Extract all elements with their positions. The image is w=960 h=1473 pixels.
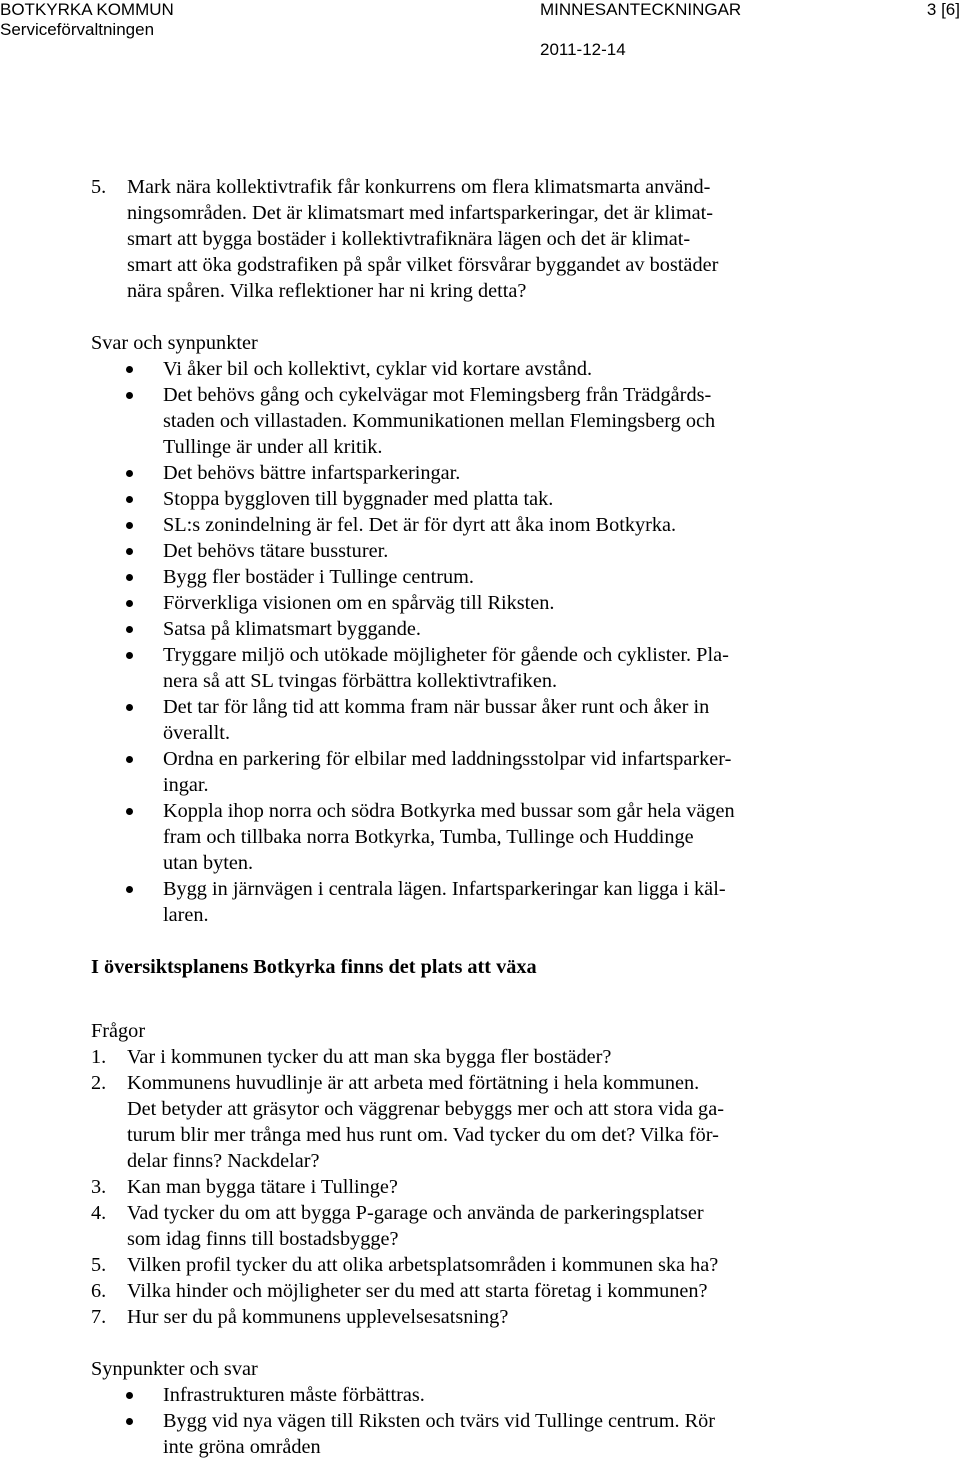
question-text bbox=[127, 1278, 936, 1304]
bullet-item bbox=[0, 694, 960, 746]
text-line: nera så att SL tvingas förbättra kollektivtrafiken. bbox=[163, 670, 558, 692]
questions-heading: Frågor bbox=[91, 1020, 146, 1042]
text-line: Tullinge är under all kritik. bbox=[163, 436, 383, 458]
questions-list bbox=[0, 1044, 960, 1330]
bullet-item bbox=[0, 590, 960, 616]
text-line: laren. bbox=[163, 904, 209, 926]
text-line: Kommunens huvudlinje är att arbeta med förtätning i hela kommunen. bbox=[127, 1072, 700, 1094]
text-line: Det behövs bättre infartsparkeringar. bbox=[163, 462, 461, 484]
text-line: nära spåren. Vilka reflektioner har ni kring detta? bbox=[127, 280, 527, 302]
text-line: Bygg vid nya vägen till Riksten och tvärs vid Tullinge centrum. Rör bbox=[163, 1410, 716, 1432]
bullet-icon bbox=[126, 756, 133, 763]
question-item bbox=[0, 1278, 960, 1304]
page-number: 3 [6] bbox=[926, 0, 960, 19]
bullet-text bbox=[163, 382, 936, 460]
question-number: 2. bbox=[91, 1072, 107, 1094]
feedback-list bbox=[0, 1382, 960, 1460]
bullet-icon bbox=[126, 1418, 133, 1425]
bullet-icon bbox=[126, 652, 133, 659]
bullet-icon bbox=[126, 808, 133, 815]
text-line: Det behövs gång och cykelvägar mot Flemingsberg från Trädgårds- bbox=[163, 384, 712, 406]
text-line: Tryggare miljö och utökade möjligheter för gående och cyklister. Pla- bbox=[163, 644, 729, 666]
question-number: 5. bbox=[91, 1254, 107, 1276]
text-line: Hur ser du på kommunens upplevelsesatsning? bbox=[127, 1306, 509, 1328]
bullet-text bbox=[163, 564, 936, 590]
text-line: staden och villastaden. Kommunikationen mellan Flemingsberg och bbox=[163, 410, 716, 432]
text-line: Kan man bygga tätare i Tullinge? bbox=[127, 1176, 398, 1198]
bullet-icon bbox=[126, 522, 133, 529]
bullet-text bbox=[163, 616, 936, 642]
bullet-icon bbox=[126, 600, 133, 607]
org-name: BOTKYRKA KOMMUN bbox=[0, 0, 174, 19]
bullet-text bbox=[163, 356, 936, 382]
question-number: 1. bbox=[91, 1046, 107, 1068]
bullet-text bbox=[163, 538, 936, 564]
document-type: MINNESANTECKNINGAR bbox=[540, 0, 742, 19]
bullet-icon bbox=[126, 366, 133, 373]
question-text bbox=[127, 1070, 936, 1174]
text-line: Vilka hinder och möjligheter ser du med att starta företag i kommunen? bbox=[127, 1280, 708, 1302]
intro-question bbox=[0, 174, 960, 304]
bullet-text bbox=[163, 1408, 936, 1460]
bullet-icon bbox=[126, 1392, 133, 1399]
text-line: Mark nära kollektivtrafik får konkurrens om flera klimatsmarta använd- bbox=[127, 176, 711, 198]
bullet-item bbox=[0, 460, 960, 486]
text-line: Det behövs tätare bussturer. bbox=[163, 540, 389, 562]
text-line: Bygg fler bostäder i Tullinge centrum. bbox=[163, 566, 474, 588]
bullet-icon bbox=[126, 626, 133, 633]
bullet-item bbox=[0, 798, 960, 876]
text-line: fram och tillbaka norra Botkyrka, Tumba, Tullinge och Huddinge bbox=[163, 826, 694, 848]
question-item bbox=[0, 1200, 960, 1252]
bullet-text bbox=[163, 798, 936, 876]
bullet-item bbox=[0, 382, 960, 460]
question-text bbox=[127, 1044, 936, 1070]
text-line: turum blir mer trånga med hus runt om. Vad tycker du om det? Vilka för- bbox=[127, 1124, 719, 1146]
question-number: 6. bbox=[91, 1280, 107, 1302]
text-line: Stoppa byggloven till byggnader med platta tak. bbox=[163, 488, 554, 510]
bullet-icon bbox=[126, 392, 133, 399]
text-line: Infrastrukturen måste förbättras. bbox=[163, 1384, 425, 1406]
answers-list bbox=[0, 356, 960, 928]
bullet-item bbox=[0, 486, 960, 512]
text-line: Det betyder att gräsytor och väggrenar bebyggs mer och att stora vida ga- bbox=[127, 1098, 724, 1120]
question-number: 7. bbox=[91, 1306, 107, 1328]
text-line: smart att öka godstrafiken på spår vilket försvårar byggandet av bostäder bbox=[127, 254, 719, 276]
bullet-item bbox=[0, 564, 960, 590]
question-number: 3. bbox=[91, 1176, 107, 1198]
bullet-text bbox=[163, 642, 936, 694]
text-line: Förverkliga visionen om en spårväg till Riksten. bbox=[163, 592, 555, 614]
text-line: Var i kommunen tycker du att man ska bygga fler bostäder? bbox=[127, 1046, 612, 1068]
question-item bbox=[0, 1304, 960, 1330]
bullet-item bbox=[0, 356, 960, 382]
text-line: Ordna en parkering för elbilar med laddningsstolpar vid infartsparker- bbox=[163, 748, 732, 770]
question-item bbox=[0, 1174, 960, 1200]
question-item bbox=[0, 1070, 960, 1174]
bullet-item bbox=[0, 1382, 960, 1408]
text-line: Koppla ihop norra och södra Botkyrka med bussar som går hela vägen bbox=[163, 800, 735, 822]
bullet-item bbox=[0, 616, 960, 642]
bullet-icon bbox=[126, 574, 133, 581]
text-line: överallt. bbox=[163, 722, 231, 744]
bullet-text bbox=[163, 746, 936, 798]
bullet-text bbox=[163, 590, 936, 616]
text-line: ningsområden. Det är klimatsmart med infartsparkeringar, det är klimat- bbox=[127, 202, 714, 224]
bullet-item bbox=[0, 538, 960, 564]
answers-heading: Svar och synpunkter bbox=[91, 332, 258, 354]
text-line: som idag finns till bostadsbygge? bbox=[127, 1228, 399, 1250]
text-line: Bygg in järnvägen i centrala lägen. Infartsparkeringar kan ligga i käl- bbox=[163, 878, 726, 900]
question-item bbox=[0, 1044, 960, 1070]
bullet-icon bbox=[126, 886, 133, 893]
bullet-item bbox=[0, 512, 960, 538]
text-line: Vilken profil tycker du att olika arbetsplatsområden i kommunen ska ha? bbox=[127, 1254, 719, 1276]
text-line: Det tar för lång tid att komma fram när bussar åker runt och åker in bbox=[163, 696, 710, 718]
question-number: 4. bbox=[91, 1202, 107, 1224]
feedback-heading: Synpunkter och svar bbox=[91, 1358, 258, 1380]
bullet-text bbox=[163, 512, 936, 538]
bullet-icon bbox=[126, 496, 133, 503]
text-line: Vad tycker du om att bygga P-garage och använda de parkeringsplatser bbox=[127, 1202, 704, 1224]
department-name: Serviceförvaltningen bbox=[0, 20, 155, 39]
bullet-icon bbox=[126, 548, 133, 555]
text-line: Vi åker bil och kollektivt, cyklar vid kortare avstånd. bbox=[163, 358, 593, 380]
question-text bbox=[127, 1174, 936, 1200]
bullet-item bbox=[0, 1408, 960, 1460]
text-line: inte gröna områden bbox=[163, 1436, 321, 1458]
text-line: ingar. bbox=[163, 774, 209, 796]
question-text bbox=[127, 1304, 936, 1330]
bullet-icon bbox=[126, 704, 133, 711]
bullet-text bbox=[163, 694, 936, 746]
document-date: 2011-12-14 bbox=[540, 40, 626, 59]
page-header-left bbox=[0, 0, 174, 40]
bullet-item bbox=[0, 876, 960, 928]
text-line: utan byten. bbox=[163, 852, 254, 874]
intro-question-text bbox=[127, 174, 936, 304]
text-line: Satsa på klimatsmart byggande. bbox=[163, 618, 421, 640]
question-text bbox=[127, 1252, 936, 1278]
intro-question-number: 5. bbox=[91, 176, 107, 198]
bullet-icon bbox=[126, 470, 133, 477]
text-line: SL:s zonindelning är fel. Det är för dyrt att åka inom Botkyrka. bbox=[163, 514, 677, 536]
text-line: smart att bygga bostäder i kollektivtrafiknära lägen och det är klimat- bbox=[127, 228, 691, 250]
bullet-text bbox=[163, 876, 936, 928]
question-item bbox=[0, 1252, 960, 1278]
bullet-text bbox=[163, 460, 936, 486]
question-text bbox=[127, 1200, 936, 1252]
text-line: delar finns? Nackdelar? bbox=[127, 1150, 320, 1172]
section-title: I översiktsplanens Botkyrka finns det plats att växa bbox=[91, 956, 537, 978]
bullet-text bbox=[163, 1382, 936, 1408]
bullet-text bbox=[163, 486, 936, 512]
bullet-item bbox=[0, 642, 960, 694]
document-body bbox=[0, 174, 960, 1460]
bullet-item bbox=[0, 746, 960, 798]
